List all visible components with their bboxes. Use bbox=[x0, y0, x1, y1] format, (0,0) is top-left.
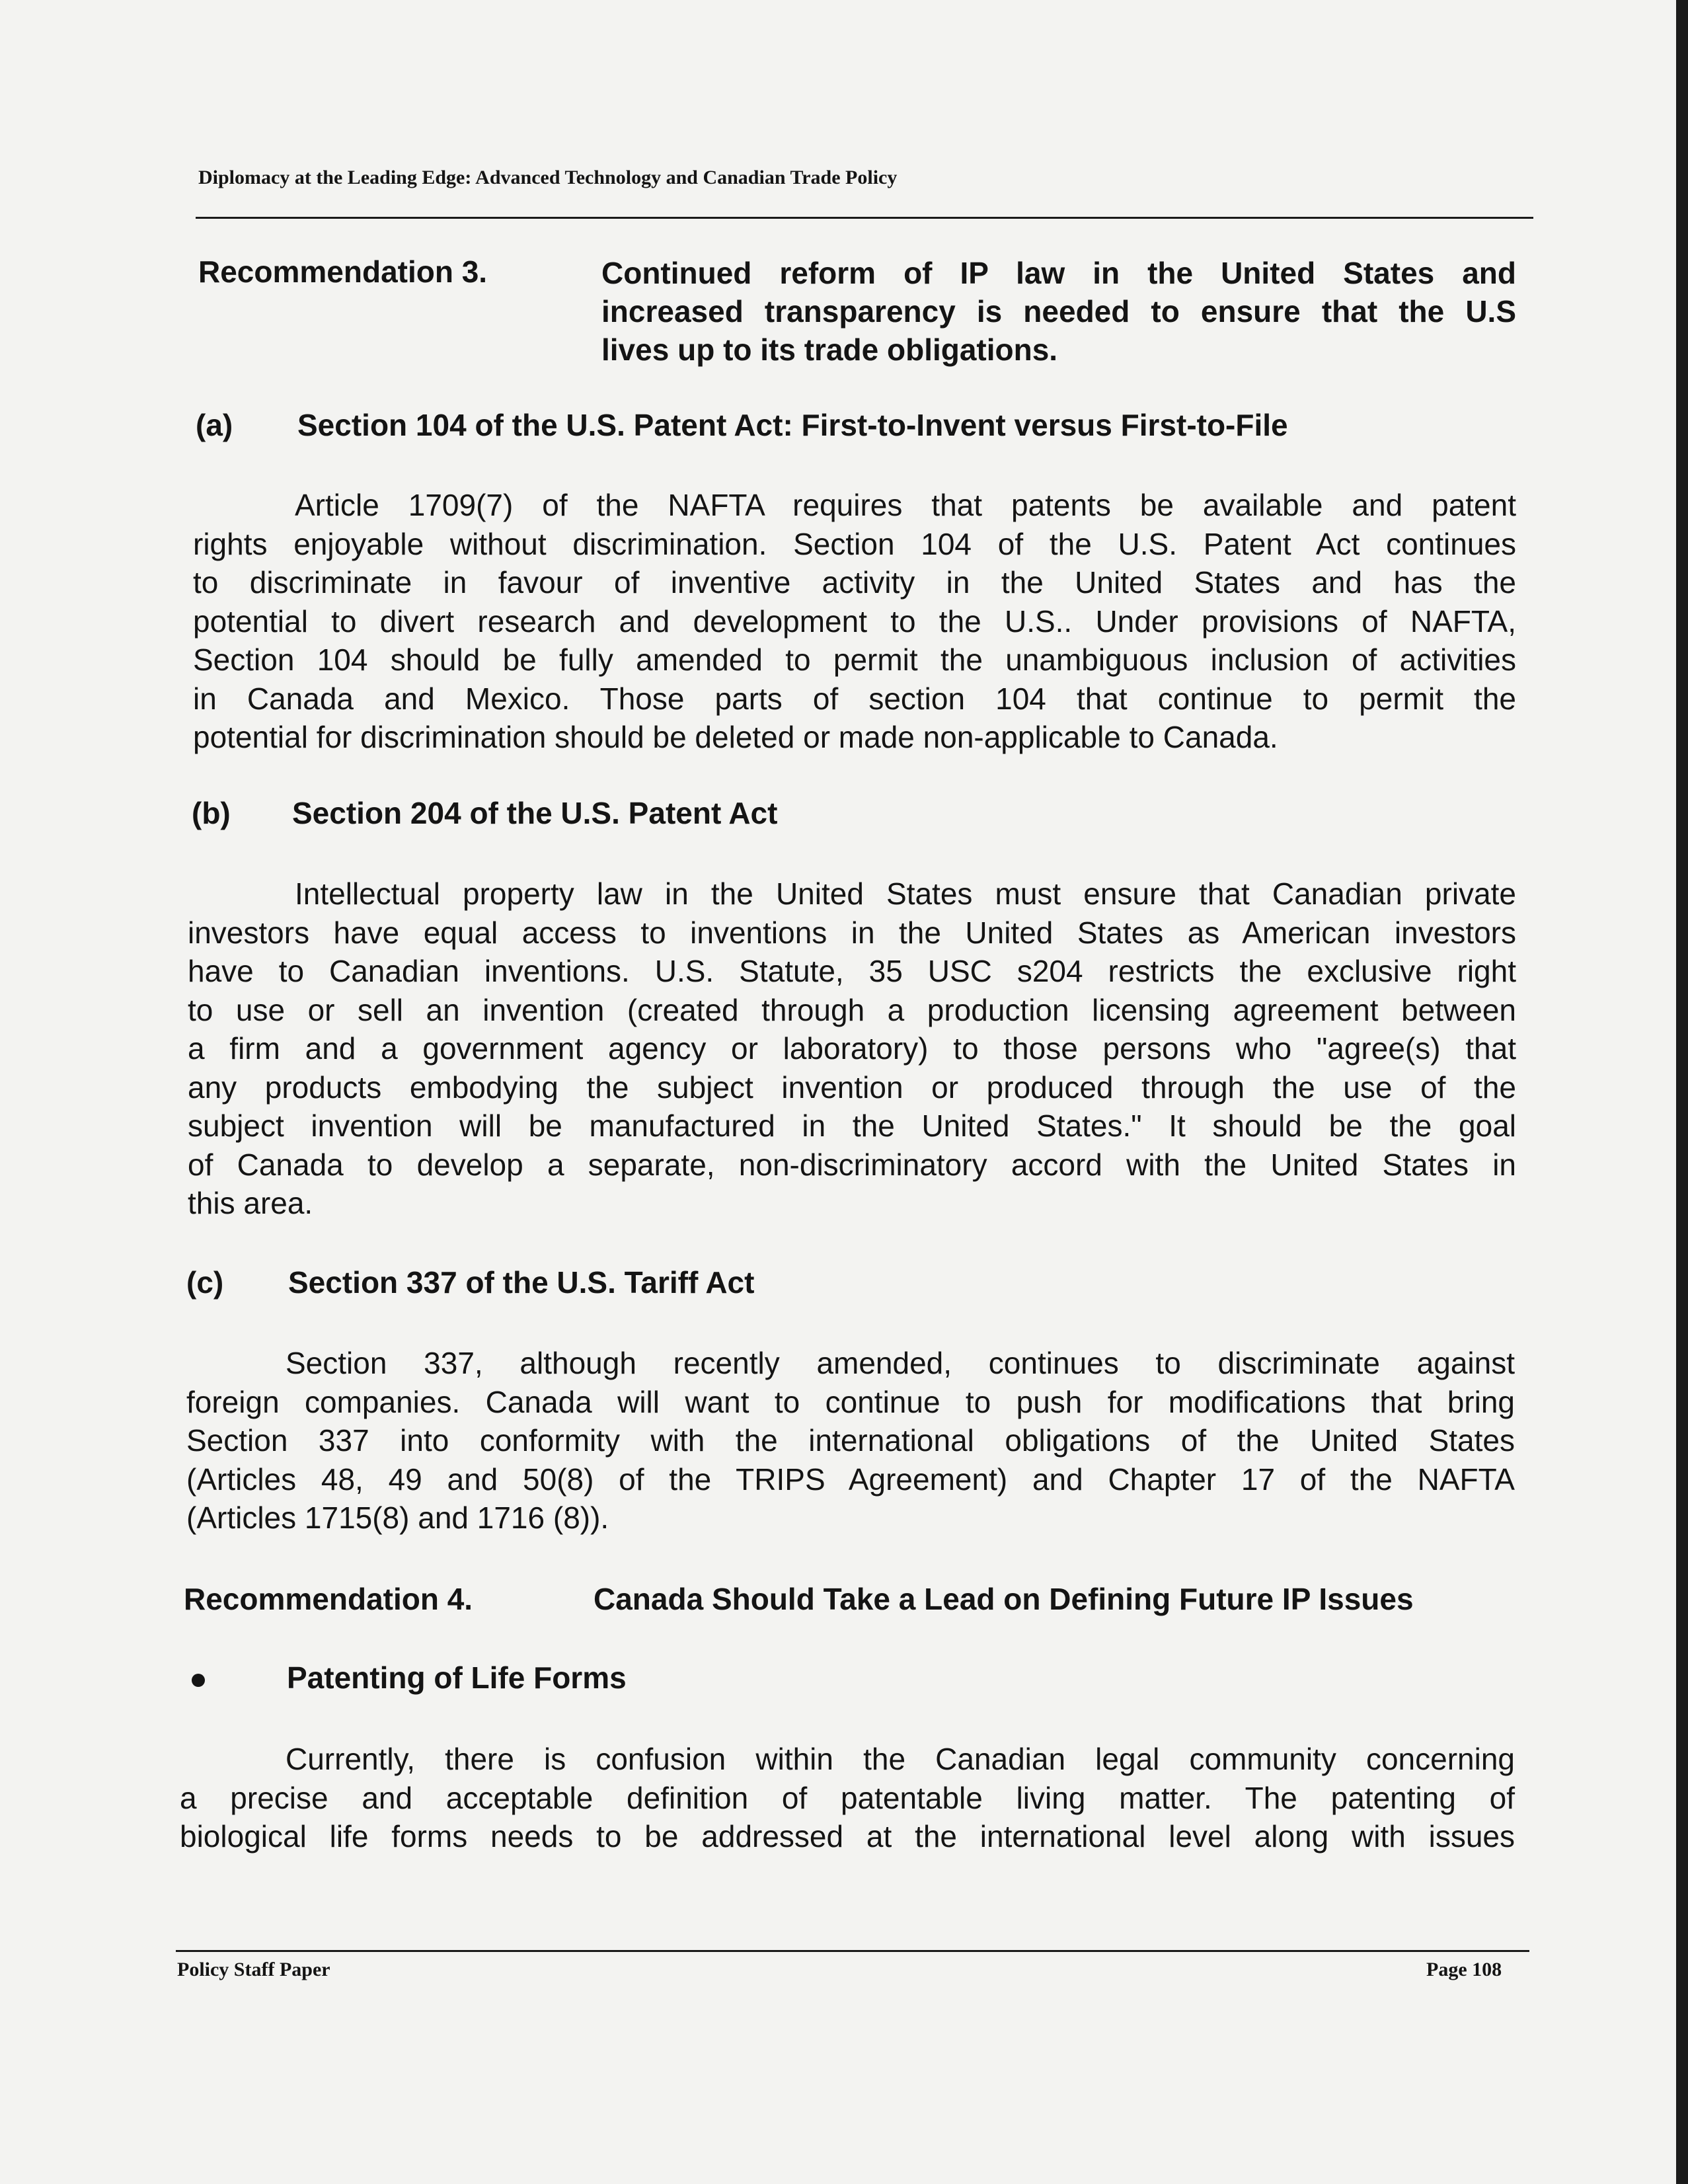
text-line: biological life forms needs to be addressed at the international level along with issues bbox=[180, 1819, 1515, 1853]
text-line: have to Canadian inventions. U.S. Statute, 35 USC s204 restricts the exclusive right bbox=[188, 954, 1516, 988]
bullet-title: Patenting of Life Forms bbox=[287, 1660, 627, 1695]
footer-page-number: Page 108 bbox=[1426, 1959, 1502, 1980]
running-header: Diplomacy at the Leading Edge: Advanced Technology and Canadian Trade Policy bbox=[198, 167, 898, 188]
text-line: subject invention will be manufactured in the United States." It should be the goal bbox=[188, 1109, 1516, 1143]
text-line: Section 104 should be fully amended to permit the unambiguous inclusion of activities bbox=[193, 643, 1516, 677]
text-line: (Articles 1715(8) and 1716 (8)). bbox=[186, 1501, 609, 1535]
text-line: Currently, there is confusion within the Canadian legal community concerning bbox=[286, 1742, 1515, 1776]
text-line: of Canada to develop a separate, non-discriminatory accord with the United States in bbox=[188, 1147, 1516, 1182]
recommendation-3-label: Recommendation 3. bbox=[198, 254, 488, 289]
section-c-paragraph bbox=[186, 1344, 1515, 1538]
text-line: lives up to its trade obligations. bbox=[601, 332, 1058, 367]
section-b-marker: (b) bbox=[192, 796, 231, 830]
text-line: this area. bbox=[188, 1186, 313, 1220]
text-line: potential for discrimination should be deleted or made non-applicable to Canada. bbox=[193, 720, 1278, 754]
text-line: to use or sell an invention (created through a production licensing agreement between bbox=[188, 992, 1516, 1027]
bullet-icon bbox=[192, 1674, 205, 1687]
text-line: a firm and a government agency or laboratory) to those persons who "agree(s) that bbox=[188, 1031, 1516, 1066]
text-line: any products embodying the subject invention or produced through the use of the bbox=[188, 1070, 1516, 1105]
section-b-title: Section 204 of the U.S. Patent Act bbox=[292, 796, 778, 830]
text-line: Intellectual property law in the United States must ensure that Canadian private bbox=[295, 877, 1516, 911]
text-line: increased transparency is needed to ensure that the U.S bbox=[601, 294, 1516, 329]
section-a-paragraph bbox=[193, 486, 1516, 757]
text-line: investors have equal access to inventions in the United States as American investors bbox=[188, 915, 1516, 950]
text-line: rights enjoyable without discrimination. Section 104 of the U.S. Patent Act continues bbox=[193, 526, 1516, 561]
footer-left: Policy Staff Paper bbox=[177, 1959, 330, 1980]
scan-edge bbox=[1676, 0, 1688, 2184]
section-c-marker: (c) bbox=[186, 1265, 224, 1300]
footer-rule bbox=[176, 1950, 1529, 1952]
text-line: to discriminate in favour of inventive activity in the United States and has the bbox=[193, 565, 1516, 600]
text-line: Section 337, although recently amended, continues to discriminate against bbox=[286, 1346, 1515, 1380]
text-line: a precise and acceptable definition of patentable living matter. The patenting of bbox=[180, 1780, 1515, 1815]
bullet-paragraph bbox=[180, 1740, 1515, 1856]
recommendation-3-text bbox=[601, 254, 1516, 369]
section-a-marker: (a) bbox=[196, 408, 233, 442]
text-line: in Canada and Mexico. Those parts of section 104 that continue to permit the bbox=[193, 681, 1516, 716]
text-line: Article 1709(7) of the NAFTA requires that patents be available and patent bbox=[295, 488, 1516, 522]
text-line: potential to divert research and development to the U.S.. Under provisions of NAFTA, bbox=[193, 604, 1516, 639]
section-b-paragraph bbox=[188, 875, 1516, 1223]
header-rule bbox=[196, 217, 1533, 219]
section-c-title: Section 337 of the U.S. Tariff Act bbox=[288, 1265, 755, 1300]
recommendation-4-label: Recommendation 4. bbox=[184, 1582, 473, 1616]
text-line: foreign companies. Canada will want to continue to push for modifications that bring bbox=[186, 1384, 1515, 1419]
recommendation-4-title: Canada Should Take a Lead on Defining Future IP Issues bbox=[594, 1582, 1414, 1616]
section-a-title: Section 104 of the U.S. Patent Act: First-to-Invent versus First-to-File bbox=[297, 408, 1288, 442]
text-line: Section 337 into conformity with the international obligations of the United States bbox=[186, 1423, 1515, 1458]
text-line: Continued reform of IP law in the United States and bbox=[601, 256, 1516, 290]
text-line: (Articles 48, 49 and 50(8) of the TRIPS Agreement) and Chapter 17 of the NAFTA bbox=[186, 1462, 1515, 1497]
